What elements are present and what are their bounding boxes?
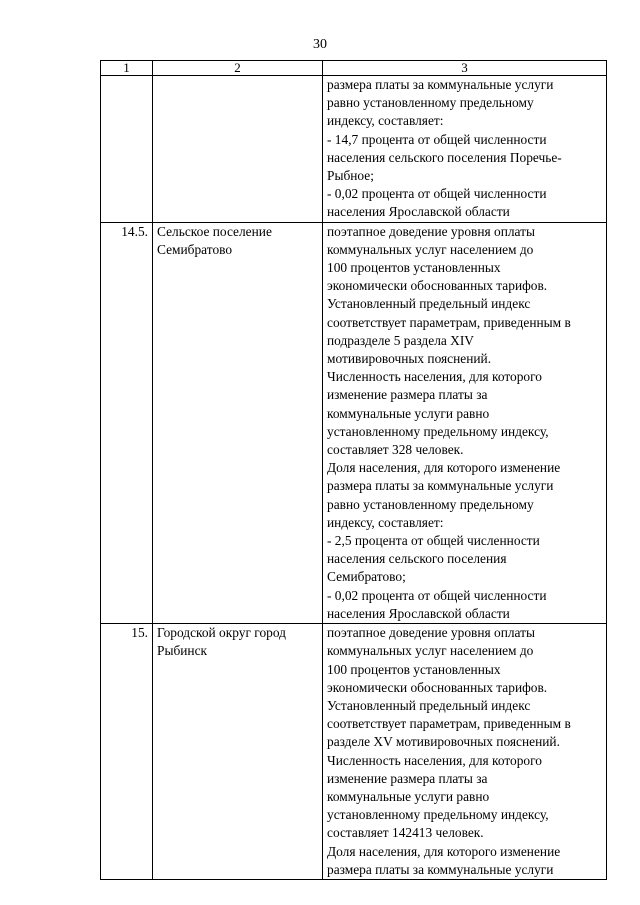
municipality-name-line: Сельское поселение (157, 223, 272, 239)
description-line: Установленный предельный индекс (327, 296, 531, 312)
column-header-3: 3 (323, 61, 607, 76)
table-row (101, 76, 607, 223)
description-line: коммунальных услуг населением до (327, 241, 534, 257)
row-number-cell: 15. (101, 624, 153, 880)
description-line: экономически обоснованных тарифов. (327, 278, 548, 294)
description-line: установленному предельному индексу, (327, 807, 549, 823)
description-line: Численность населения, для которого (327, 752, 542, 768)
description-cell (323, 222, 607, 623)
description-cell (323, 76, 607, 223)
description-line: Доля населения, для которого изменение (327, 843, 561, 859)
page-number: 30 (313, 37, 327, 52)
municipality-name-line: Городской округ город (157, 625, 286, 641)
description-line: разделе XV мотивировочных пояснений. (327, 734, 560, 750)
description-line: экономически обоснованных тарифов. (327, 679, 548, 695)
description-line: 100 процентов установленных (327, 661, 501, 677)
description-line: коммунальные услуги равно (327, 405, 490, 421)
municipality-name-line: Семибратово (157, 241, 233, 257)
municipality-name-line: Рыбинск (157, 643, 208, 659)
description-line: составляет 142413 человек. (327, 825, 484, 841)
description-line: населения Ярославской области (327, 204, 510, 220)
description-line: Семибратово; (327, 569, 406, 585)
description-line: равно установленному предельному (327, 496, 534, 512)
municipality-name-cell (153, 222, 323, 623)
description-line: индексу, составляет: (327, 113, 444, 129)
description-line: поэтапное доведение уровня оплаты (327, 223, 536, 239)
description-line: установленному предельному индексу, (327, 423, 549, 439)
description-line: - 0,02 процента от общей численности (327, 186, 547, 202)
description-line: подразделе 5 раздела XIV (327, 332, 474, 348)
municipality-name-cell (153, 624, 323, 880)
description-line: размера платы за коммунальные услуги (327, 861, 554, 877)
description-line: населения сельского поселения (327, 551, 507, 567)
description-line: коммунальных услуг населением до (327, 643, 534, 659)
row-number-cell: 14.5. (101, 222, 153, 623)
table-header-row (101, 61, 607, 76)
description-line: соответствует параметрам, приведенным в (327, 716, 571, 732)
description-line: Установленный предельный индекс (327, 697, 531, 713)
table-row (101, 222, 607, 623)
description-line: - 2,5 процента от общей численности (327, 533, 540, 549)
column-header-1: 1 (101, 61, 153, 76)
description-line: - 14,7 процента от общей численности (327, 131, 547, 147)
description-line: изменение размера платы за (327, 770, 488, 786)
description-line: равно установленному предельному (327, 95, 534, 111)
description-line: мотивировочных пояснений. (327, 351, 492, 367)
municipality-name-cell (153, 76, 323, 223)
description-line: размера платы за коммунальные услуги (327, 478, 554, 494)
tariff-table (100, 60, 607, 880)
description-line: населения Ярославской области (327, 605, 510, 621)
table-row (101, 624, 607, 880)
description-line: соответствует параметрам, приведенным в (327, 314, 571, 330)
description-line: 100 процентов установленных (327, 260, 501, 276)
description-line: поэтапное доведение уровня оплаты (327, 625, 536, 641)
description-line: коммунальные услуги равно (327, 788, 490, 804)
description-cell (323, 624, 607, 880)
description-line: Численность населения, для которого (327, 369, 542, 385)
description-line: индексу, составляет: (327, 514, 444, 530)
description-line: составляет 328 человек. (327, 442, 464, 458)
row-number-cell (101, 76, 153, 223)
description-line: населения сельского поселения Поречье- (327, 149, 562, 165)
column-header-2: 2 (153, 61, 323, 76)
description-line: Рыбное; (327, 168, 374, 184)
description-line: изменение размера платы за (327, 387, 488, 403)
description-line: Доля населения, для которого изменение (327, 460, 561, 476)
description-line: размера платы за коммунальные услуги (327, 77, 554, 92)
description-line: - 0,02 процента от общей численности (327, 587, 547, 603)
